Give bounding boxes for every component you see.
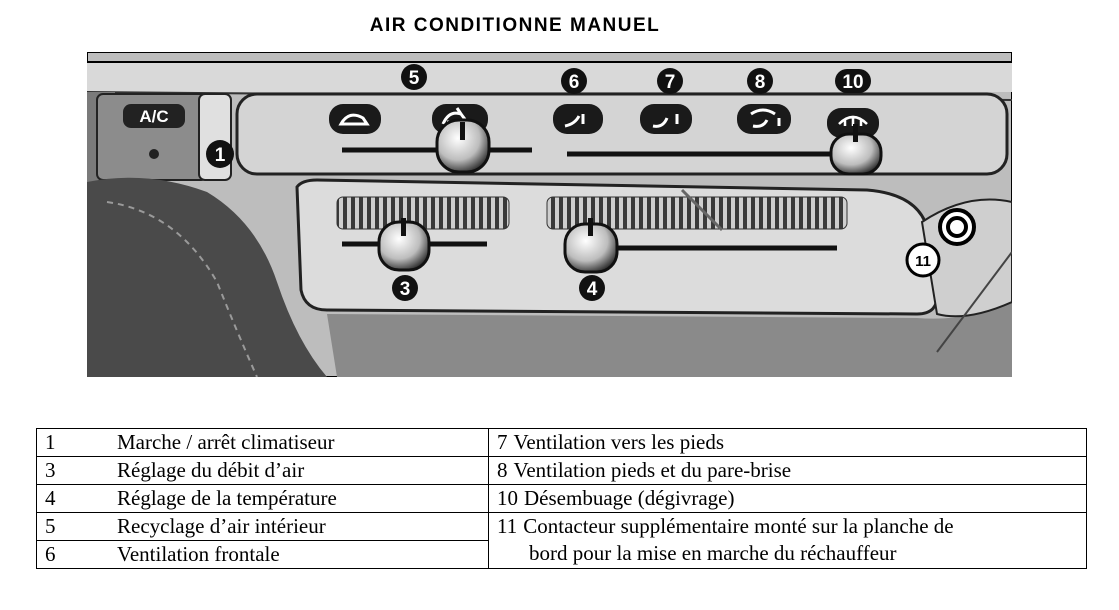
callout-1: 1 [214, 145, 226, 166]
recirculation-off-button[interactable] [329, 104, 381, 134]
legend-number: 11 [497, 514, 518, 538]
legend-number: 3 [45, 458, 56, 482]
legend-text: Contacteur supplémentaire monté sur la planche de [523, 514, 954, 538]
legend-text: Ventilation frontale [117, 542, 280, 566]
legend-text: Ventilation vers les pieds [513, 430, 725, 454]
legend-row [37, 513, 1087, 541]
ac-button-label: A/C [139, 107, 169, 126]
legend-row [37, 457, 1087, 485]
callout-5: 5 [408, 68, 420, 89]
legend-number: 8 [497, 458, 508, 482]
legend-number: 7 [497, 430, 508, 454]
legend-text-continuation: bord pour la mise en marche du réchauffeur [529, 541, 897, 565]
legend-text: Marche / arrêt climatiseur [117, 430, 335, 454]
legend-table [36, 428, 1087, 569]
legend-number: 10 [497, 486, 518, 510]
page-title: AIR CONDITIONNE MANUEL [369, 15, 661, 36]
callout-8: 8 [754, 72, 766, 93]
callout-11: 11 [915, 253, 931, 270]
legend-row [37, 429, 1087, 457]
dashboard-illustration [87, 52, 1012, 377]
legend-row [37, 485, 1087, 513]
heater-switch[interactable] [940, 210, 974, 244]
legend-text: Ventilation pieds et du pare-brise [513, 458, 792, 482]
legend-text: Réglage de la température [117, 486, 337, 510]
legend-number: 1 [45, 430, 56, 454]
recirculation-knob[interactable] [437, 120, 489, 172]
legend-number: 6 [45, 542, 56, 566]
legend-number: 4 [45, 486, 56, 510]
legend-text: Recyclage d’air intérieur [117, 514, 326, 538]
legend-text: Désembuage (dégivrage) [524, 486, 735, 510]
feet-windscreen-button[interactable] [737, 104, 791, 134]
callout-4: 4 [586, 279, 598, 300]
fan-speed-knob[interactable] [379, 218, 429, 270]
callout-3: 3 [399, 279, 411, 300]
legend-text: Réglage du débit d’air [117, 458, 305, 482]
callout-10: 10 [842, 72, 864, 93]
callout-7: 7 [664, 72, 676, 93]
callout-6: 6 [568, 72, 580, 93]
legend-number: 5 [45, 514, 56, 538]
